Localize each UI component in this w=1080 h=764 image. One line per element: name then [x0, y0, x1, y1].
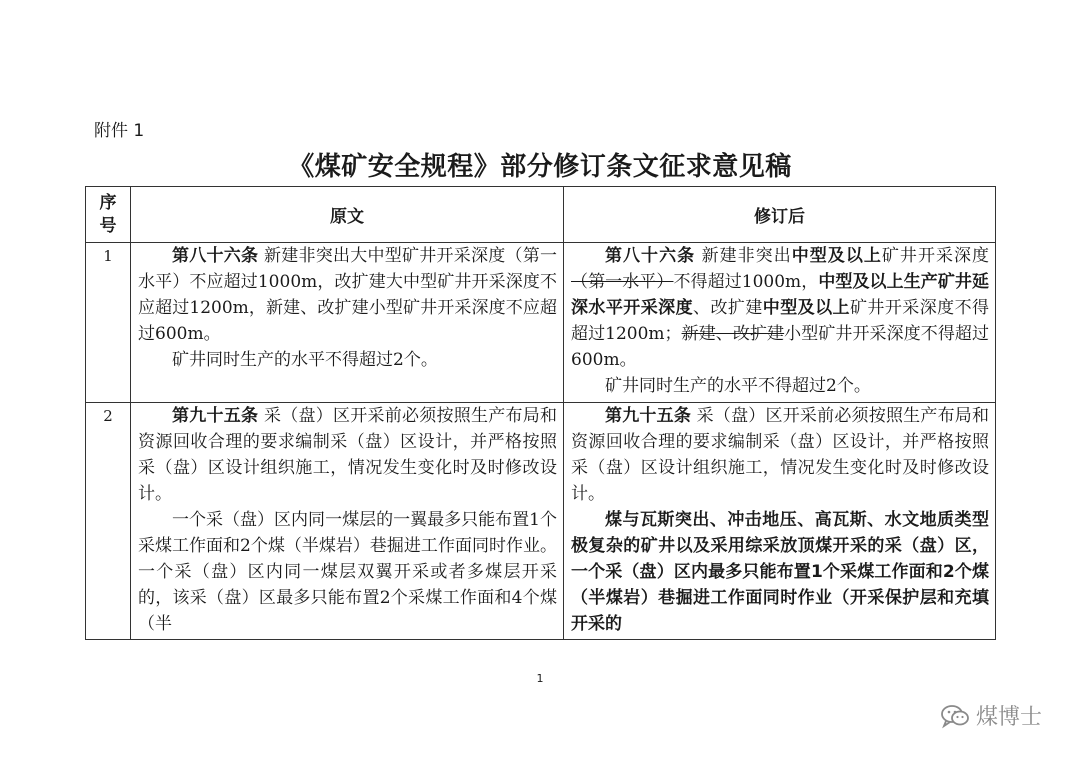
article-label: 第九十五条 — [605, 406, 692, 426]
header-seq: 序号 — [86, 187, 131, 243]
added-text: 中型及以上 — [791, 246, 882, 266]
revised-cell — [564, 403, 996, 640]
added-text: 中型及以上生产矿井延深水平开采深度 — [571, 272, 990, 318]
header-revised: 修订后 — [564, 187, 996, 243]
document-title: 《煤矿安全规程》部分修订条文征求意见稿 — [288, 152, 792, 182]
original-paragraph: 一个采（盘）区内同一煤层的一翼最多只能布置1个采煤工作面和2个煤（半煤岩）巷掘进工作面同时作业。一个采（盘）区内同一煤层双翼开采或者多煤层开采的，该采（盘）区最多只能布置2个采煤工作面和4个煤（半 — [138, 510, 557, 634]
table-row — [86, 403, 996, 640]
deleted-text: 新建、改扩建 — [681, 324, 785, 344]
revision-table — [85, 186, 996, 640]
original-paragraph: 矿井同时生产的水平不得超过2个。 — [172, 350, 438, 370]
article-label: 第九十五条 — [172, 406, 259, 426]
original-cell — [131, 243, 564, 403]
added-paragraph: 煤与瓦斯突出、冲击地压、高瓦斯、水文地质类型极复杂的矿井以及采用综采放顶煤开采的采（盘）区，一个采（盘）区内最多只能布置1个采煤工作面和2个煤（半煤岩）巷掘进工作面同时作业（开采保护层和充填开采的 — [571, 510, 989, 634]
row-number: 1 — [86, 243, 131, 403]
article-label: 第八十六条 — [172, 246, 259, 266]
revised-cell — [564, 243, 996, 403]
wechat-icon — [940, 703, 970, 729]
original-cell — [131, 403, 564, 640]
page-number: 1 — [536, 672, 544, 685]
article-label: 第八十六条 — [605, 246, 696, 266]
table-row — [86, 243, 996, 403]
deleted-text: （第一水平） — [571, 272, 674, 292]
table-header-row — [86, 187, 996, 243]
revised-paragraph: 第九十五条 采（盘）区开采前必须按照生产布局和资源回收合理的要求编制采（盘）区设计，并严格按照采（盘）区设计组织施工，情况发生变化时及时修改设计。 — [571, 406, 989, 504]
original-paragraph: 第八十六条 新建非突出大中型矿井开采深度（第一水平）不应超过1000m，改扩建大中型矿井开采深度不应超过1200m，新建、改扩建小型矿井开采深度不应超过600m。 — [138, 246, 558, 344]
revised-paragraph: 第八十六条 新建非突出中型及以上矿井开采深度（第一水平）不得超过1000m，中型及以上生产矿井延深水平开采深度、改扩建中型及以上矿井开采深度不得超过1200m；新建、改扩建小型矿井开采深度不得超过600m。 — [571, 246, 990, 370]
attachment-label: 附件 1 — [94, 121, 145, 141]
row-number: 2 — [86, 403, 131, 640]
watermark-text: 煤博士 — [975, 705, 1042, 730]
watermark — [940, 700, 1042, 731]
header-original: 原文 — [131, 187, 564, 243]
original-paragraph: 第九十五条 采（盘）区开采前必须按照生产布局和资源回收合理的要求编制采（盘）区设计，并严格按照采（盘）区设计组织施工，情况发生变化时及时修改设计。 — [138, 406, 558, 504]
revised-paragraph: 矿井同时生产的水平不得超过2个。 — [605, 376, 871, 396]
added-text: 中型及以上 — [762, 298, 850, 318]
